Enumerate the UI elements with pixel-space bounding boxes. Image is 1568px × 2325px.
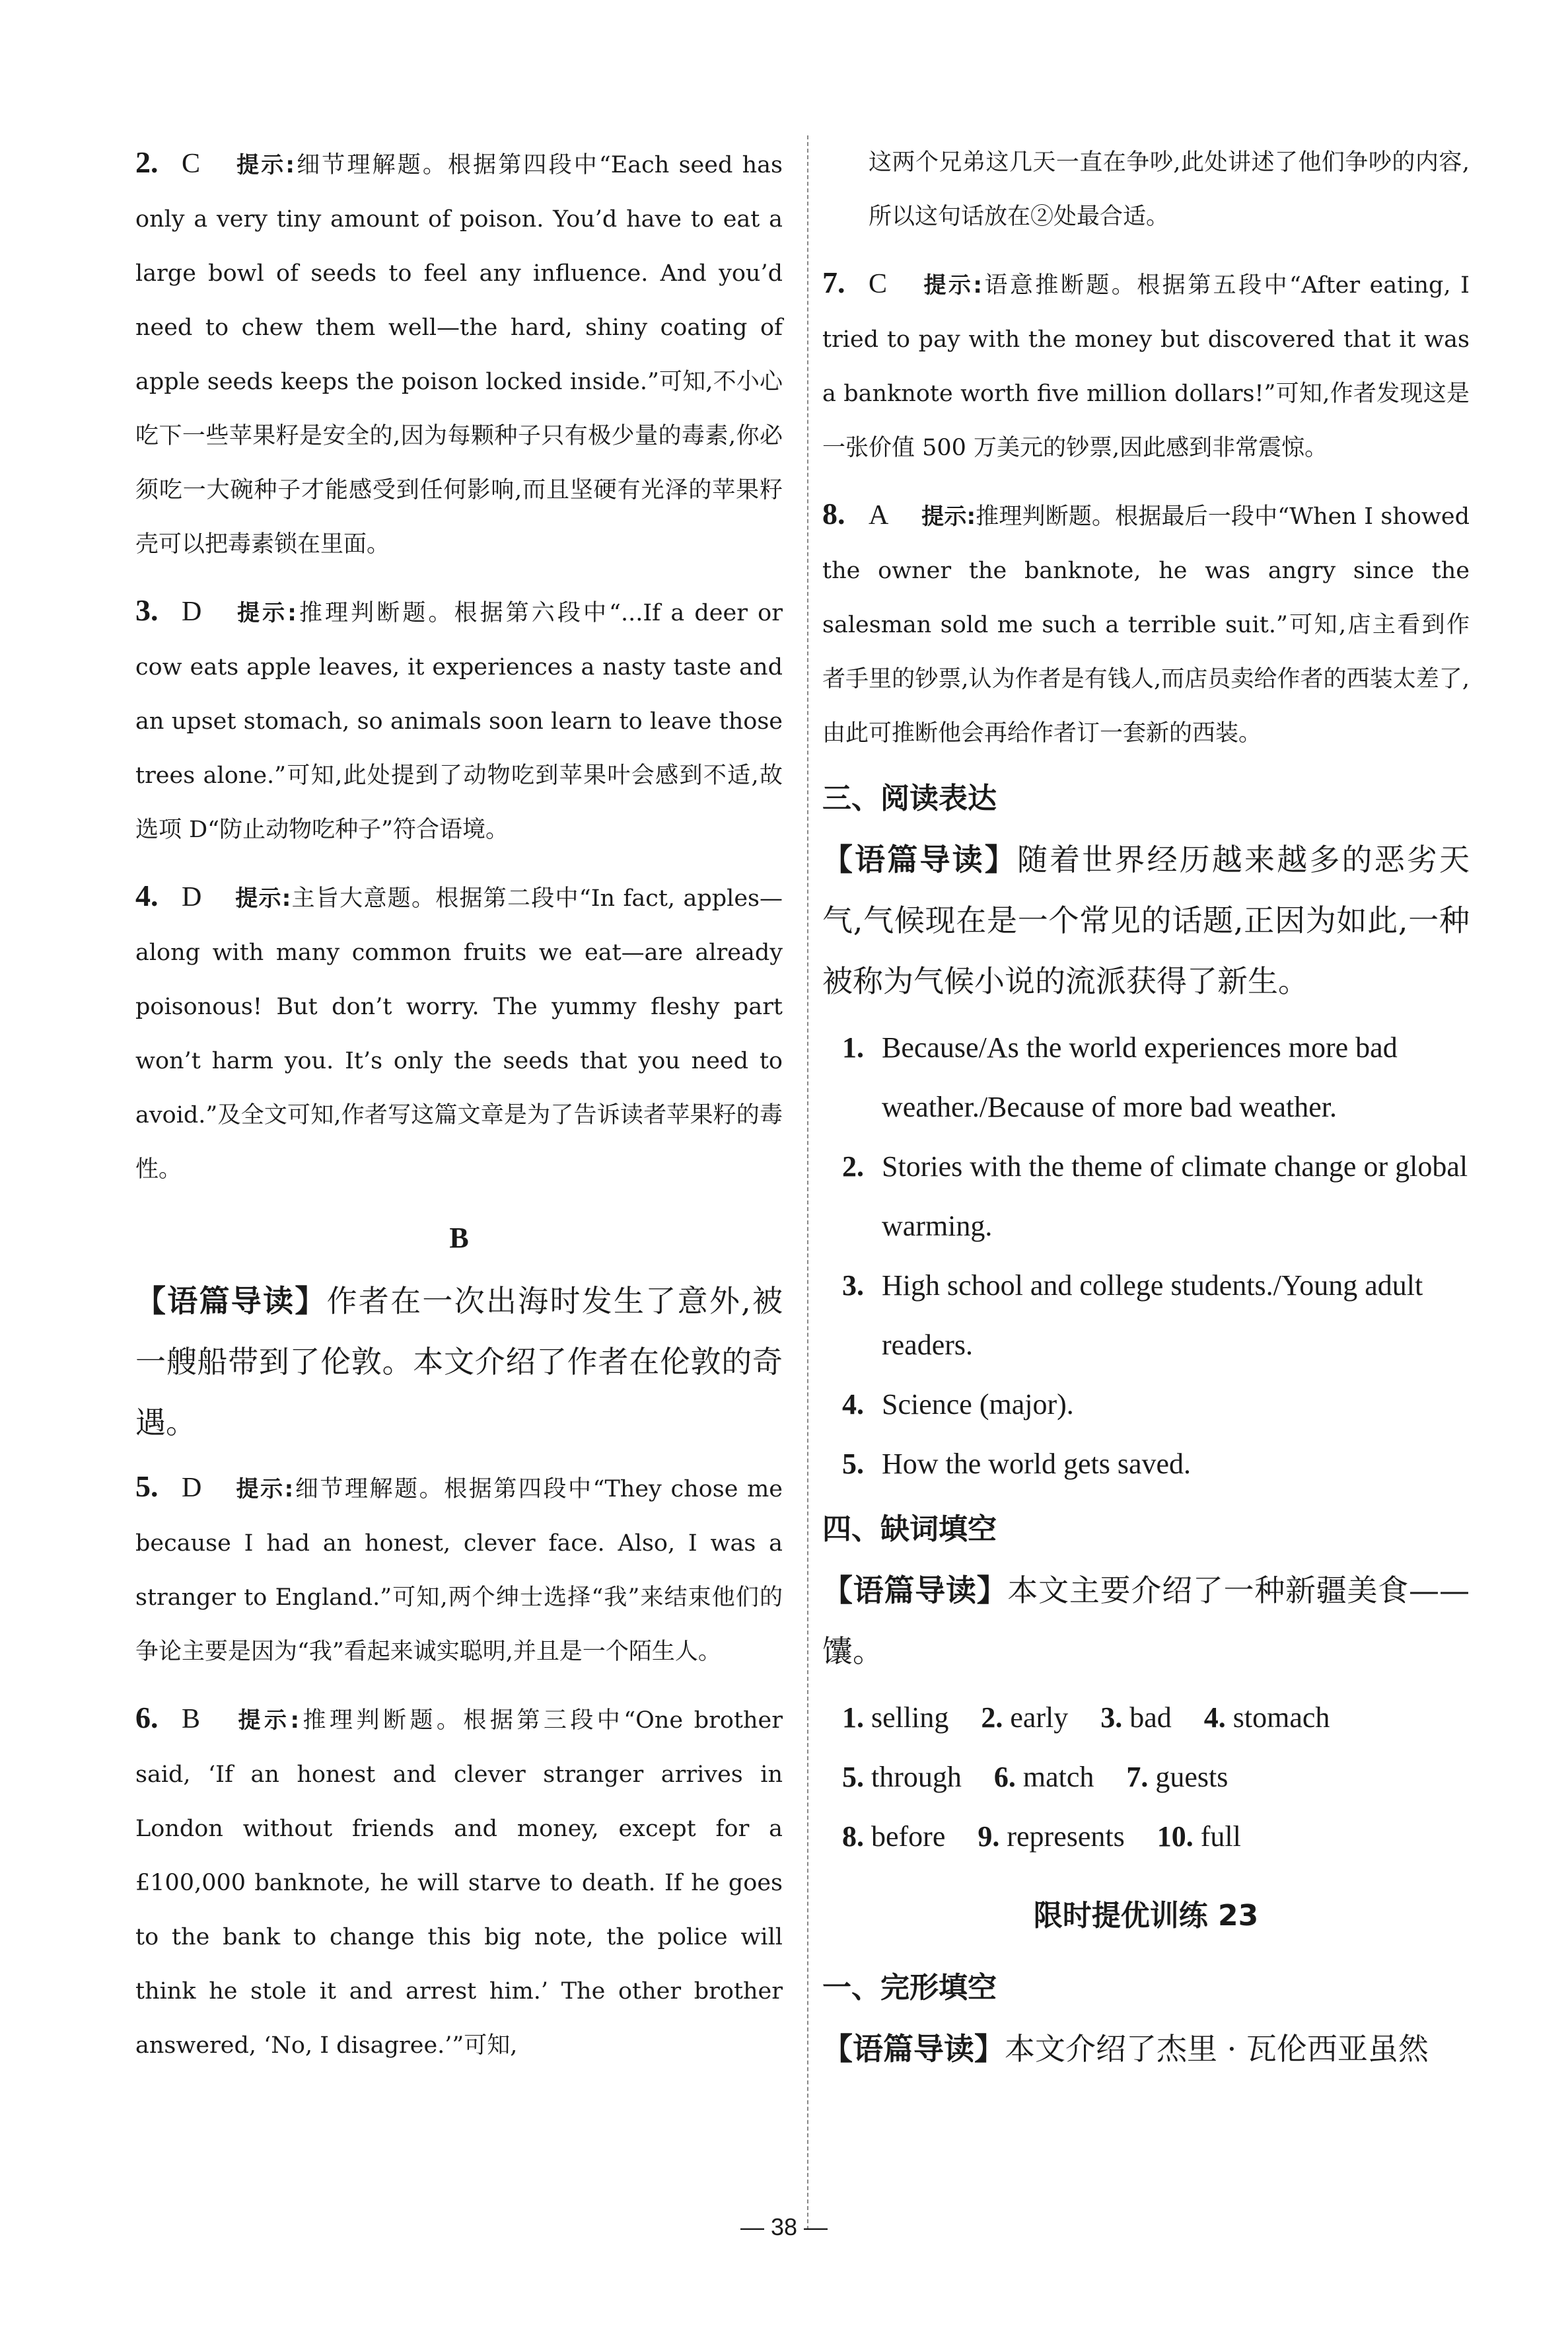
item-word: represents — [1007, 1820, 1125, 1853]
page-number: — 38 — — [740, 2213, 828, 2240]
item-word: bad — [1129, 1701, 1172, 1734]
test-title: 限时提优训练 23 — [1033, 1899, 1259, 1933]
item-number: 5. — [842, 1761, 864, 1793]
answer-letter: D — [182, 597, 202, 627]
intro-text: 本文介绍了杰里 · 瓦伦西亚虽然 — [1005, 2031, 1429, 2067]
reading-expression-answers — [822, 1018, 1470, 1494]
passage-intro-3 — [822, 829, 1470, 1012]
right-column — [822, 135, 1470, 2086]
item-number: 4. — [842, 1388, 864, 1421]
fill-answer — [842, 1820, 945, 1853]
item-number: 10. — [1157, 1820, 1194, 1853]
explanation: 推理判断题。根据第三段中“One brother said, ‘If an honest and clever stranger arrives in London without friends and money, except for a £100,000 banknote, he will starve to death. If he goes to the bank to change this big note, the police will think he stole it and arrest him.’ The other brother answered, ‘No, I disagree.’”可知, — [135, 1707, 783, 2059]
question-7 — [822, 256, 1470, 475]
item-number: 8. — [842, 1820, 864, 1853]
section-4-heading: 四、缺词填空 — [822, 1512, 997, 1546]
list-item — [822, 1375, 1470, 1434]
item-word: before — [871, 1820, 946, 1853]
item-number: 1. — [842, 1031, 864, 1064]
question-number: 3. — [135, 593, 159, 627]
item-number: 4. — [1203, 1701, 1226, 1734]
item-text: Stories with the theme of climate change or global warming. — [882, 1150, 1468, 1242]
question-number: 2. — [135, 145, 159, 179]
fill-answer — [1100, 1701, 1172, 1734]
fill-answer — [1157, 1820, 1241, 1853]
left-column — [135, 135, 783, 2085]
intro-text: 随着世界经历越来越多的恶劣天气,气候现在是一个常见的话题,正因为如此,一种被称为气候小说的流派获得了新生。 — [822, 842, 1470, 999]
intro-text: 本文主要介绍了一种新疆美食——馕。 — [822, 1572, 1470, 1669]
hint-label: 提示: — [921, 272, 982, 299]
answer-letter: C — [869, 269, 888, 299]
question-number: 8. — [822, 497, 845, 531]
explanation: 推理判断题。根据最后一段中“When I showed the owner the banknote, he was angry since the salesman sold me such a terrible suit.”可知,店主看到作者手里的钞票,认为作者是有钱人,而店员卖给作者的西装太差了,由此可推断他会再给作者订一套新的西装。 — [822, 503, 1470, 747]
fill-answer — [981, 1701, 1068, 1734]
hint-label: 提示: — [234, 600, 297, 626]
question-2 — [135, 135, 783, 572]
fill-answer — [842, 1701, 948, 1734]
hint-label: 提示: — [234, 1707, 300, 1734]
item-word: full — [1200, 1820, 1241, 1853]
list-item — [822, 1137, 1470, 1256]
fill-answer — [1126, 1761, 1228, 1793]
item-number: 3. — [1100, 1701, 1123, 1734]
explanation: 细节理解题。根据第四段中“Each seed has only a very tiny amount of poison. You’d have to eat a large bowl of seeds to feel any influence. And you’d need to chew them well—the hard, shiny coating of apple seeds keeps the poison locked inside.”可知,不小心吃下一些苹果籽是安全的,因为每颗种子只有极少量的毒素,你必须吃一大碗种子才能感受到任何影响,而且坚硬有光泽的苹果籽壳可以把毒素锁在里面。 — [135, 152, 783, 558]
fill-answers-row-2 — [822, 1748, 1470, 1807]
question-4 — [135, 869, 783, 1197]
question-3 — [135, 583, 783, 857]
item-number: 3. — [842, 1269, 864, 1302]
question-number: 5. — [135, 1469, 159, 1503]
hint-label: 提示: — [921, 503, 976, 530]
question-number: 6. — [135, 1701, 159, 1734]
fill-answer — [1204, 1701, 1330, 1734]
question-6 — [135, 1691, 783, 2073]
explanation: 语意推断题。根据第五段中“After eating, I tried to pay with the money but discovered that it was a banknote worth five million dollars!”可知,作者发现这是一张价值 500 万美元的钞票,因此感到非常震惊。 — [822, 272, 1470, 461]
item-text: How the world gets saved. — [882, 1448, 1192, 1480]
answer-letter: D — [182, 1473, 202, 1503]
item-word: stomach — [1232, 1701, 1330, 1734]
item-word: guests — [1155, 1761, 1229, 1793]
list-item — [822, 1256, 1470, 1375]
list-item — [822, 1434, 1470, 1494]
section-3-heading: 三、阅读表达 — [822, 782, 997, 815]
item-number: 2. — [981, 1701, 1003, 1734]
item-number: 5. — [842, 1448, 864, 1480]
question-5 — [135, 1459, 783, 1679]
fill-answers-row-1 — [822, 1688, 1470, 1748]
fill-answer — [994, 1761, 1094, 1793]
question-number: 4. — [135, 879, 159, 912]
intro-label: 【语篇导读】 — [135, 1283, 327, 1319]
intro-label: 【语篇导读】 — [822, 842, 1017, 877]
item-word: early — [1010, 1701, 1069, 1734]
intro-label: 【语篇导读】 — [822, 2031, 1005, 2067]
item-word: through — [871, 1761, 962, 1793]
answer-letter: B — [182, 1704, 201, 1734]
fill-answer — [842, 1761, 962, 1793]
hint-label: 提示: — [234, 152, 295, 178]
question-6-continued — [822, 135, 1470, 244]
column-divider — [807, 135, 808, 2230]
passage-intro-4 — [822, 1560, 1470, 1681]
fill-answer — [978, 1820, 1124, 1853]
hint-label: 提示: — [234, 885, 291, 912]
hint-label: 提示: — [234, 1476, 294, 1502]
question-number: 7. — [822, 266, 845, 299]
explanation-continued: 这两个兄弟这几天一直在争吵,此处讲述了他们争吵的内容,所以这句话放在②处最合适。 — [869, 149, 1470, 230]
item-number: 2. — [842, 1150, 864, 1183]
item-text: Science (major). — [882, 1388, 1074, 1421]
passage-intro-1 — [822, 2018, 1470, 2079]
item-number: 6. — [993, 1761, 1016, 1793]
item-number: 1. — [842, 1701, 864, 1734]
item-text: Because/As the world experiences more bad weather./Because of more bad weather. — [882, 1031, 1398, 1123]
section-1-heading: 一、完形填空 — [822, 1971, 997, 2005]
list-item — [822, 1018, 1470, 1137]
explanation: 细节理解题。根据第四段中“They chose me because I had an honest, clever face. Also, I was a stranger to England.”可知,两个绅士选择“我”来结束他们的争论主要是因为“我”看起来诚实聪明,并且是一个陌生人。 — [135, 1476, 783, 1665]
item-word: selling — [871, 1701, 949, 1734]
item-number: 7. — [1126, 1761, 1149, 1793]
explanation: 主旨大意题。根据第二段中“In fact, apples—along with many common fruits we eat—are already poisonous! But don’t worry. The yummy fleshy part won’t harm you. It’s only the seeds that you need to avoid.”及全文可知,作者写这篇文章是为了告诉读者苹果籽的毒性。 — [135, 885, 783, 1183]
question-8 — [822, 487, 1470, 760]
explanation: 推理判断题。根据第六段中“...If a deer or cow eats apple leaves, it experiences a nasty taste and an upset stomach, so animals soon learn to leave those trees alone.”可知,此处提到了动物吃到苹果叶会感到不适,故选项 D“防止动物吃种子”符合语境。 — [135, 600, 783, 843]
intro-label: 【语篇导读】 — [822, 1572, 1008, 1608]
section-b-title: B — [449, 1222, 469, 1254]
answer-letter: C — [182, 149, 201, 179]
answer-letter: A — [869, 500, 889, 531]
item-word: match — [1022, 1761, 1094, 1793]
intro-text: 作者在一次出海时发生了意外,被一艘船带到了伦敦。本文介绍了作者在伦敦的奇遇。 — [135, 1283, 783, 1440]
fill-answers-row-3 — [822, 1807, 1470, 1866]
item-text: High school and college students./Young adult readers. — [882, 1269, 1423, 1361]
answer-letter: D — [182, 882, 202, 912]
item-number: 9. — [978, 1820, 1000, 1853]
passage-intro-b — [135, 1271, 783, 1453]
